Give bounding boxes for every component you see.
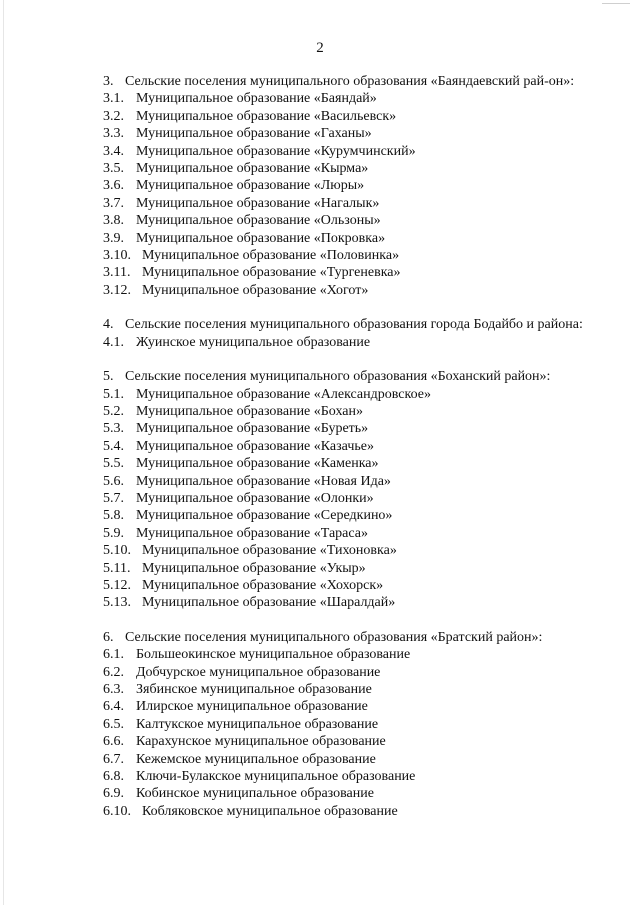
list-item — [103, 334, 593, 351]
item-number: 6.3. — [103, 682, 124, 697]
list-item — [103, 803, 593, 820]
item-number: 5.9. — [103, 525, 124, 541]
list-item — [103, 438, 593, 455]
list-item — [103, 716, 593, 733]
section-items — [103, 334, 593, 351]
list-item — [103, 525, 593, 542]
item-text: Муниципальное образование «Середкино» — [136, 508, 393, 524]
document-body — [103, 73, 593, 820]
item-number: 5.4. — [103, 438, 124, 454]
section-heading — [103, 629, 593, 646]
item-text: Муниципальное образование «Каменка» — [136, 456, 379, 472]
list-item — [103, 264, 593, 281]
section-title: Сельские поселения муниципального образования «Баяндаевский рай-он»: — [125, 74, 575, 89]
item-number: 3.9. — [103, 230, 124, 246]
item-text: Муниципальное образование «Курумчинский» — [136, 143, 416, 159]
item-text: Большеокинское муниципальное образование — [136, 647, 411, 663]
item-number: 3.5. — [103, 161, 124, 177]
item-number: 5.13. — [103, 595, 131, 611]
section-items — [103, 386, 593, 612]
list-item — [103, 195, 593, 212]
list-item — [103, 455, 593, 472]
item-text: Муниципальное образование «Гаханы» — [136, 126, 372, 142]
item-text: Муниципальное образование «Олонки» — [136, 490, 374, 506]
item-number: 5.1. — [103, 386, 124, 402]
item-number: 6.6. — [103, 734, 124, 750]
item-number: 6.5. — [103, 716, 124, 732]
item-number: 6.9. — [103, 786, 124, 802]
section-number: 5. — [103, 369, 114, 385]
list-item — [103, 577, 593, 594]
item-number: 3.3. — [103, 126, 124, 142]
scan-margin-line — [3, 0, 4, 905]
list-item — [103, 160, 593, 177]
list-item — [103, 247, 593, 264]
list-item — [103, 646, 593, 663]
item-number: 3.11. — [103, 265, 131, 281]
item-text: Муниципальное образование «Ользоны» — [136, 213, 381, 229]
list-item — [103, 90, 593, 107]
item-text: Муниципальное образование «Новая Ида» — [136, 473, 391, 489]
item-number: 6.2. — [103, 664, 124, 680]
list-item — [103, 143, 593, 160]
list-item — [103, 507, 593, 524]
item-number: 3.2. — [103, 108, 124, 124]
item-text: Муниципальное образование «Бохан» — [136, 403, 363, 419]
list-item — [103, 664, 593, 681]
item-text: Илирское муниципальное образование — [136, 699, 368, 715]
item-number: 3.1. — [103, 91, 124, 107]
item-text: Добчурское муниципальное образование — [136, 664, 381, 680]
item-text: Муниципальное образование «Шаралдай» — [142, 595, 396, 611]
item-number: 3.7. — [103, 195, 124, 211]
item-text: Кобинское муниципальное образование — [136, 786, 374, 802]
item-number: 6.1. — [103, 647, 124, 663]
item-text: Муниципальное образование «Половинка» — [142, 248, 400, 264]
section-6 — [103, 629, 593, 820]
item-text: Муниципальное образование «Хохорск» — [142, 577, 384, 593]
item-number: 5.2. — [103, 403, 124, 419]
item-text: Муниципальное образование «Тараса» — [136, 525, 368, 541]
list-item — [103, 785, 593, 802]
item-number: 3.10. — [103, 248, 131, 264]
list-item — [103, 560, 593, 577]
list-item — [103, 282, 593, 299]
scan-corner-mark — [602, 3, 630, 4]
item-number: 6.4. — [103, 699, 124, 715]
item-text: Муниципальное образование «Казачье» — [136, 438, 374, 454]
item-text: Муниципальное образование «Александровское» — [136, 386, 431, 402]
item-text: Калтукское муниципальное образование — [136, 716, 379, 732]
section-4 — [103, 316, 593, 351]
page-number: 2 — [316, 40, 324, 56]
list-item — [103, 594, 593, 611]
item-text: Муниципальное образование «Люры» — [136, 178, 365, 194]
section-items — [103, 90, 593, 299]
section-number: 6. — [103, 629, 114, 645]
item-number: 3.4. — [103, 143, 124, 159]
item-number: 6.8. — [103, 769, 124, 785]
item-text: Жуинское муниципальное образование — [136, 334, 371, 350]
list-item — [103, 386, 593, 403]
item-text: Муниципальное образование «Покровка» — [136, 230, 386, 246]
item-number: 5.6. — [103, 473, 124, 489]
list-item — [103, 403, 593, 420]
section-heading — [103, 368, 593, 385]
section-title: Сельские поселения муниципального образования города Бодайбо и района: — [125, 317, 583, 333]
item-text: Муниципальное образование «Васильевск» — [136, 108, 397, 124]
item-number: 5.11. — [103, 560, 131, 576]
item-number: 5.7. — [103, 490, 124, 506]
item-text: Муниципальное образование «Нагалык» — [136, 195, 380, 211]
list-item — [103, 212, 593, 229]
item-number: 6.10. — [103, 803, 131, 819]
item-text: Карахунское муниципальное образование — [136, 734, 386, 750]
item-text: Зябинское муниципальное образование — [136, 682, 372, 697]
item-number: 5.3. — [103, 421, 124, 437]
list-item — [103, 473, 593, 490]
item-number: 5.12. — [103, 577, 131, 593]
item-number: 5.10. — [103, 543, 131, 559]
section-3 — [103, 73, 593, 299]
item-text: Муниципальное образование «Кырма» — [136, 161, 369, 177]
item-text: Кежемское муниципальное образование — [136, 751, 376, 767]
list-item — [103, 420, 593, 437]
item-number: 3.6. — [103, 178, 124, 194]
item-text: Муниципальное образование «Баяндай» — [136, 91, 377, 107]
list-item — [103, 177, 593, 194]
item-number: 4.1. — [103, 334, 124, 350]
list-item — [103, 230, 593, 247]
section-heading — [103, 73, 593, 90]
list-item — [103, 542, 593, 559]
section-5 — [103, 368, 593, 612]
item-number: 3.12. — [103, 282, 131, 298]
list-item — [103, 490, 593, 507]
item-number: 6.7. — [103, 751, 124, 767]
section-items — [103, 646, 593, 820]
section-heading — [103, 316, 593, 333]
list-item — [103, 698, 593, 715]
section-title: Сельские поселения муниципального образования «Боханский район»: — [125, 369, 551, 385]
list-item — [103, 751, 593, 768]
item-text: Муниципальное образование «Хогот» — [142, 282, 369, 298]
item-number: 5.5. — [103, 456, 124, 472]
list-item — [103, 125, 593, 142]
item-number: 3.8. — [103, 213, 124, 229]
item-text: Муниципальное образование «Тургеневка» — [142, 265, 401, 281]
list-item — [103, 768, 593, 785]
list-item — [103, 733, 593, 750]
section-title: Сельские поселения муниципального образования «Братский район»: — [125, 629, 543, 645]
item-text: Кобляковское муниципальное образование — [142, 803, 398, 819]
list-item — [103, 108, 593, 125]
list-item — [103, 681, 593, 698]
item-text: Ключи-Булакское муниципальное образование — [136, 769, 416, 785]
item-number: 5.8. — [103, 508, 124, 524]
section-number: 4. — [103, 317, 114, 333]
item-text: Муниципальное образование «Тихоновка» — [142, 543, 397, 559]
item-text: Муниципальное образование «Укыр» — [142, 560, 366, 576]
section-number: 3. — [103, 74, 114, 89]
item-text: Муниципальное образование «Буреть» — [136, 421, 369, 437]
